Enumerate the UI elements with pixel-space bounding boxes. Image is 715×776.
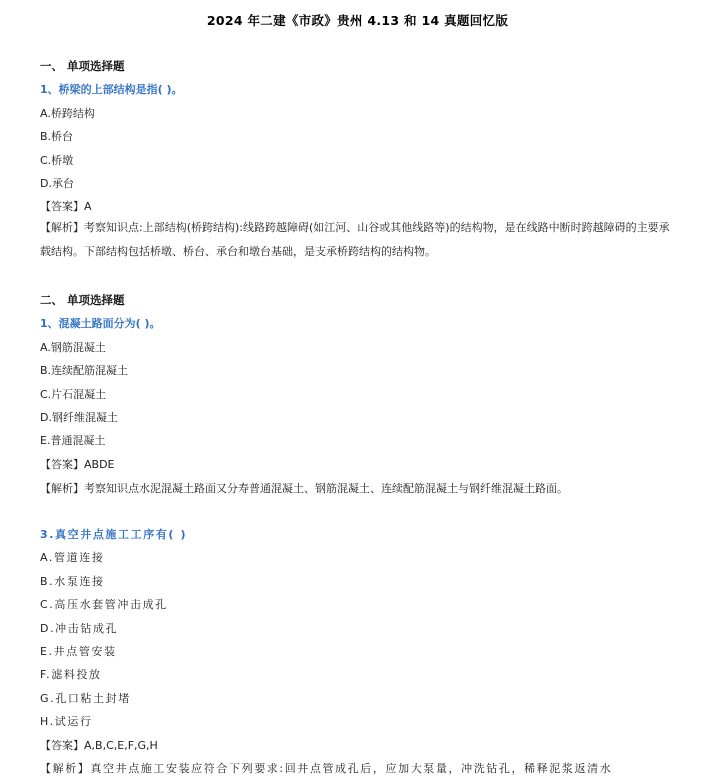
question-2-option-b: B.连续配筋混凝土 bbox=[40, 364, 129, 377]
question-1-analysis: 【解析】考察知识点:上部结构(桥跨结构):线路跨越障碍(如江河、山谷或其他线路等)的结构物，是在线路中断时跨越障碍的主要承载结构。下部结构包括桥墩、桥台、承台和墩台基础，是支承桥跨结构的结构物。 bbox=[40, 221, 670, 258]
question-1-option-a: A.桥跨结构 bbox=[40, 107, 95, 120]
question-1-option-d: D.承台 bbox=[40, 177, 74, 190]
question-2-stem: 1、混凝土路面分为( )。 bbox=[40, 317, 161, 330]
section-heading-1: 一、 单项选择题 bbox=[40, 59, 125, 73]
question-3-option-g: G.孔口粘土封堵 bbox=[40, 692, 131, 705]
section-heading-2: 二、 单项选择题 bbox=[40, 293, 125, 307]
question-1-option-b: B.桥台 bbox=[40, 130, 74, 143]
question-3-option-a: A.管道连接 bbox=[40, 551, 105, 564]
question-2-analysis: 【解析】考察知识点水泥混凝土路面又分寿普通混凝土、钢筋混凝土、连续配筋混凝土与钢纤维混凝土路面。 bbox=[40, 482, 568, 495]
question-3-answer: 【答案】A,B,C,E,F,G,H bbox=[40, 739, 158, 752]
question-2-answer: 【答案】ABDE bbox=[40, 458, 115, 471]
question-3-option-d: D.冲击钻成孔 bbox=[40, 622, 119, 635]
question-3-option-b: B.水泵连接 bbox=[40, 575, 105, 588]
question-3-stem: 3.真空井点施工工序有( ) bbox=[40, 528, 188, 541]
question-3-option-c: C.高压水套管冲击成孔 bbox=[40, 598, 168, 611]
question-2-option-e: E.普通混凝土 bbox=[40, 434, 106, 447]
question-3-option-e: E.井点管安装 bbox=[40, 645, 117, 658]
question-3-analysis: 【解析】真空井点施工安装应符合下列要求:回井点管成孔后，应加大泵量，冲洗钻孔，稀释泥浆返清水 bbox=[40, 762, 613, 775]
question-3-option-h: H.试运行 bbox=[40, 715, 93, 728]
question-2-option-d: D.钢纤维混凝土 bbox=[40, 411, 118, 424]
question-2-option-a: A.钢筋混凝土 bbox=[40, 341, 106, 354]
document-title: 2024 年二建《市政》贵州 4.13 和 14 真题回忆版 bbox=[206, 13, 509, 28]
question-3-option-f: F.滤料投放 bbox=[40, 668, 102, 681]
question-1-stem: 1、桥梁的上部结构是指( )。 bbox=[40, 83, 183, 96]
question-1-answer: 【答案】A bbox=[40, 200, 92, 213]
question-1-option-c: C.桥墩 bbox=[40, 154, 74, 167]
question-2-option-c: C.片石混凝土 bbox=[40, 388, 107, 401]
